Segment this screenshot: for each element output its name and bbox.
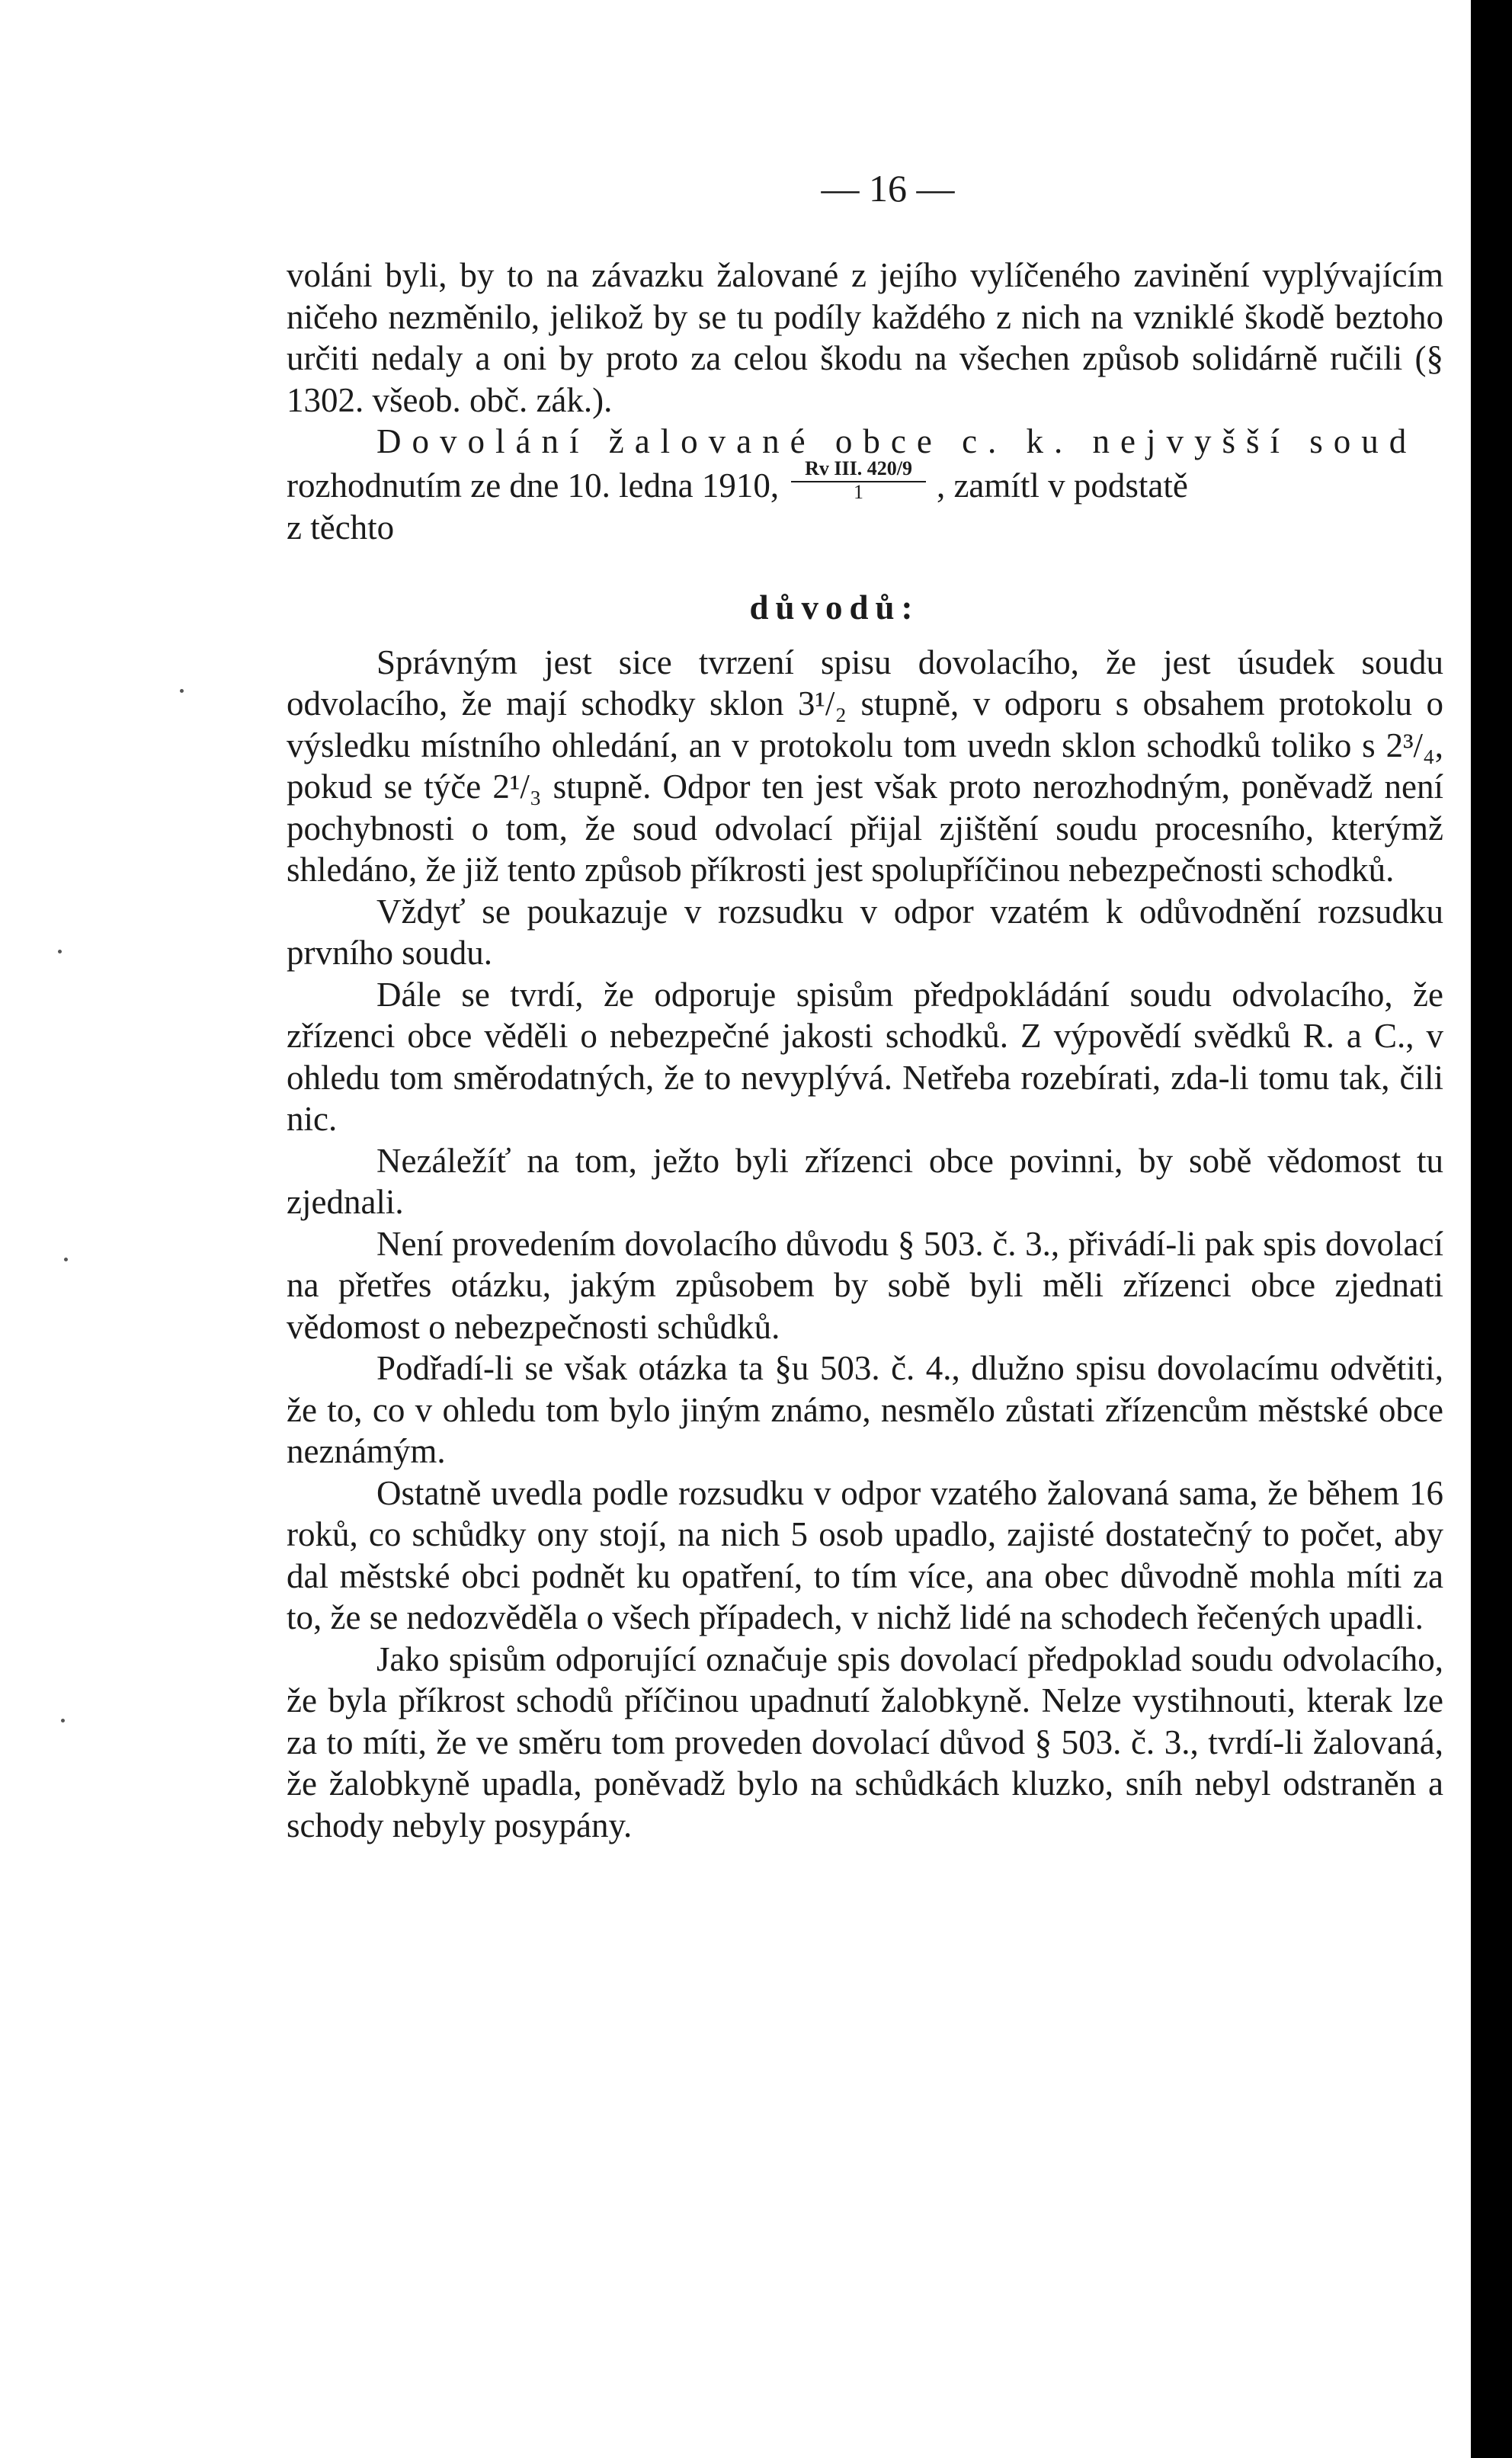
scan-speck [61,1719,65,1723]
ruling-last-line: z těchto [287,508,395,546]
opening-paragraph: voláni byli, by to na závazku žalované z jejího vylíčeného zavinění vyplývajícím ničeho nezměnilo, jelikož by se tu podíly každého z nich na vzniklé škodě beztoho určiti nedaly a oni by proto za celou škodu na všechen způsob solidárně ručili (§ 1302. všeob. obč. zák.). [287,256,1443,419]
ruling-outcome-text: , zamítl v podstatě [936,466,1188,505]
page-number: — 16 — [821,167,955,210]
case-number-numerator: Rv III. 420/9 [791,458,926,482]
scan-speck [58,950,62,953]
body-paragraph: Podřadí-li se však otázka ta §u 503. č. 4., dlužno spisu dovolacímu odvětiti, že to, co v ohledu tom bylo jiným známo, nesmělo zůstati zřízencům městské obce neznámým. [287,1349,1443,1470]
body-paragraph: Správným jest sice tvrzení spisu dovolacího, že jest úsudek soudu odvolacího, že mají schodky sklon 3¹/₂ stupně, v odporu s obsahem protokolu o výsledku místního ohledání, an v protokolu tom uvedn sklon schodků toliko s 2³/₄, pokud se týče 2¹/₃ stupně. Odpor ten jest však proto nerozhodným, poněvadž není pochybnosti o tom, že soud odvolací přijal zjištění soudu procesního, kterýmž shledáno, že již tento způsob příkrosti jest spolupříčinou nebezpečnosti schodků. [287,643,1443,889]
body-paragraph: Není provedením dovolacího důvodu § 503. č. 3., přivádí-li pak spis dovolací na přetřes otázku, jakým způsobem by sobě byli měli zřízenci obce zjednati vědomost o nebezpečnosti schůdků. [287,1224,1443,1346]
body-paragraph: Jako spisům odporující označuje spis dovolací předpoklad soudu odvolacího, že byla příkrost schodů příčinou upadnutí žalobkyně. Nelze vystihnouti, kterak lze za to míti, že ve směru tom proveden dovolací důvod § 503. č. 3., tvrdí-li žalovaná, že žalobkyně upadla, poněvadž bylo na schůdkách kluzko, sníh nebyl odstraněn a schody nebyly posypány. [287,1639,1443,1844]
body-paragraph: Dále se tvrdí, že odporuje spisům předpokládání soudu odvolacího, že zřízenci obce věděli o nebezpečné jakosti schodků. Z výpovědí svědků R. a C., v ohledu tom směrodatných, že to nevyplývá. Netřeba rozebírati, zda-li tomu tak, čili nic. [287,975,1443,1138]
scan-speck [180,689,184,693]
scan-speck [64,1258,68,1261]
case-number-denominator: 1 [854,480,864,503]
body-paragraph: Vždyť se poukazuje v rozsudku v odpor vzatém k odůvodnění rozsudku prvního soudu. [287,892,1443,972]
body-paragraph: Nezáležíť na tom, ježto byli zřízenci obce povinni, by sobě vědomost tu zjednali. [287,1141,1443,1221]
ruling-spaced-line: Dovolání žalované obce c. k. nejvyšší soud [376,422,1418,460]
ruling-line [287,457,1443,507]
body-paragraph: Ostatně uvedla podle rozsudku v odpor vzatého žalovaná sama, že během 16 roků, co schůdky ony stojí, na nich 5 osob upadlo, zajisté dostatečný to počet, aby dal městské obci podnět ku opatření, to tím více, ana obec důvodně mohla míti za to, že se nedozvěděla o všech případech, v nichž lidé na schodech řečených upadli. [287,1473,1443,1636]
section-heading: důvodů: [749,588,920,627]
document-body [287,255,1443,1846]
case-number-fraction [791,458,926,502]
ruling-date-text: rozhodnutím ze dne 10. ledna 1910, [287,466,780,505]
